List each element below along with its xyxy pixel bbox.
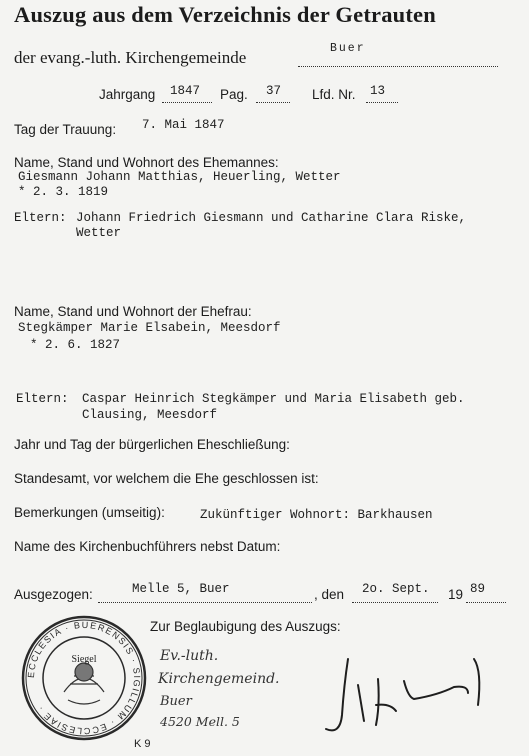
husband-parents-label: Eltern: — [14, 211, 67, 225]
husband-parents-line2: Wetter — [76, 226, 122, 240]
issued-place-line — [98, 602, 312, 603]
remarks-label: Bemerkungen (umseitig): — [14, 505, 165, 520]
civil-date-label: Jahr und Tag der bürgerlichen Eheschließung: — [14, 437, 290, 452]
issued-year-suffix: 89 — [470, 582, 486, 596]
husband-name: Giesmann Johann Matthias, Heuerling, Wetter — [18, 170, 341, 184]
issued-year-prefix: 19 — [448, 587, 464, 602]
trauung-label: Tag der Trauung: — [14, 122, 117, 137]
pag-label: Pag. — [220, 87, 248, 102]
jahrgang-line — [162, 102, 212, 103]
lfd-value: 13 — [370, 84, 386, 98]
stamp-line3: Buer — [160, 694, 192, 709]
wife-birth: * 2. 6. 1827 — [30, 338, 121, 352]
wife-parents-line2: Clausing, Meesdorf — [82, 408, 218, 422]
husband-label: Name, Stand und Wohnort des Ehemannes: — [14, 155, 279, 170]
signature — [318, 645, 508, 745]
wife-parents-line1: Caspar Heinrich Stegkämper und Maria Elisabeth geb. — [82, 392, 465, 406]
issued-date: 2o. Sept. — [362, 582, 430, 596]
wife-parents-label: Eltern: — [16, 392, 69, 406]
issued-label: Ausgezogen: — [14, 587, 93, 602]
parish-line — [298, 66, 498, 67]
stamp-line1: Ev.-luth. — [160, 648, 219, 664]
jahrgang-value: 1847 — [170, 84, 201, 98]
seal-ring-text: ECCLESIA · BUERENSIS · SIGILLUM · ECCLESIAE · — [25, 619, 143, 737]
jahrgang-label: Jahrgang — [99, 87, 156, 102]
wife-name: Stegkämper Marie Elsabein, Meesdorf — [18, 321, 281, 335]
issued-year-line — [466, 602, 506, 603]
stamp-line4: 4520 Mell. 5 — [160, 714, 240, 729]
lfd-line — [366, 102, 398, 103]
church-seal — [20, 614, 148, 742]
seal-emblem — [64, 663, 104, 704]
stamp-line2: Kirchengemeind. — [158, 671, 280, 687]
pag-line — [256, 102, 290, 103]
lfd-label: Lfd. Nr. — [312, 87, 356, 102]
parish-name: Buer — [330, 42, 366, 55]
wife-label: Name, Stand und Wohnort der Ehefrau: — [14, 304, 252, 319]
parish-subtitle: der evang.-luth. Kirchengemeinde — [14, 48, 247, 67]
issued-date-line — [352, 602, 438, 603]
trauung-value: 7. Mai 1847 — [142, 118, 225, 132]
page-title: Auszug aus dem Verzeichnis der Getrauten — [14, 2, 436, 27]
footer-code: K 9 — [134, 738, 151, 750]
issued-den-label: , den — [314, 587, 345, 602]
seal-center-text: Siegel — [71, 654, 97, 665]
husband-parents-line1: Johann Friedrich Giesmann und Catharine Clara Riske, — [76, 211, 467, 225]
husband-birth: * 2. 3. 1819 — [18, 185, 109, 199]
remarks-value: Zukünftiger Wohnort: Barkhausen — [200, 508, 433, 522]
certification-label: Zur Beglaubigung des Auszugs: — [150, 619, 341, 634]
keeper-label: Name des Kirchenbuchführers nebst Datum: — [14, 539, 281, 554]
issued-place: Melle 5, Buer — [132, 582, 230, 596]
pag-value: 37 — [266, 84, 282, 98]
registry-label: Standesamt, vor welchem die Ehe geschlossen ist: — [14, 471, 319, 486]
